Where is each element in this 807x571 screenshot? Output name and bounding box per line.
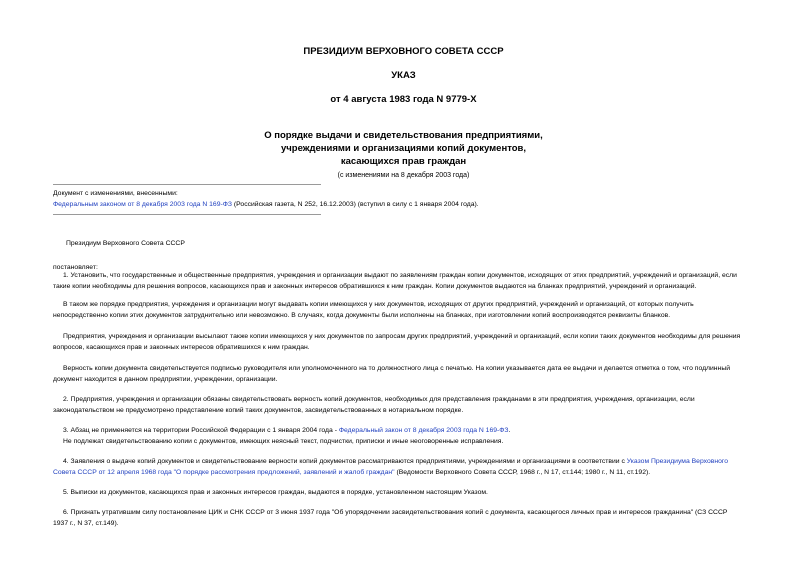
decree-link-part-1[interactable]: Указом Президиума Верховного bbox=[626, 458, 729, 465]
resolves-text: постановляет: bbox=[53, 264, 98, 271]
paragraph-6-text: 3. Абзац не применяется на территории Российской Федерации с 1 января 2004 года - bbox=[63, 427, 339, 434]
amendments-bottom-rule bbox=[53, 214, 321, 215]
paragraph-4 bbox=[53, 363, 769, 385]
paragraph-2 bbox=[53, 299, 769, 321]
paragraph-6-line-2: Не подлежат свидетельствованию копии с документов, имеющих неясный текст, подчистки, приписки и иные неоговоренные исправления. bbox=[63, 438, 504, 445]
paragraph-7-line-2 bbox=[53, 467, 769, 478]
document-title bbox=[180, 129, 627, 168]
paragraph-3-line-2: вопросов, касающихся прав и законных интересов обратившихся к ним граждан. bbox=[53, 344, 310, 351]
paragraph-8 bbox=[53, 487, 769, 498]
paragraph-5-line-2: законодательством не предусмотрено представление копий таких документов, засвидетельствованных в нотариальном порядке. bbox=[53, 407, 464, 414]
amendment-note: (с изменениями на 8 декабря 2003 года) bbox=[337, 172, 470, 179]
paragraph-2-line-1: В таком же порядке предприятия, учреждения и организации могут выдавать копии имеющихся у них документов, исходящих от других предприятий, учреждений и организаций, от которых получить bbox=[63, 301, 694, 308]
paragraph-1 bbox=[53, 270, 769, 292]
paragraph-9-line-1: 6. Признать утратившим силу постановление ЦИК и СНК СССР от 3 июня 1937 года "Об упорядочении засвидетельствования копий с документа, касающегося личных прав и интересов гражданина" (СЗ СССР bbox=[63, 509, 728, 516]
paragraph-4-line-2: документ находится в данном предприятии, учреждении, организации. bbox=[53, 376, 278, 383]
title-line-1: О порядке выдачи и свидетельствования предприятиями, bbox=[264, 130, 543, 141]
issuer-text: Президиум Верховного Совета СССР bbox=[66, 240, 185, 247]
paragraph-6 bbox=[53, 425, 769, 447]
paragraph-7-tail: (Ведомости Верховного Совета СССР, 1968 г., N 17, ст.144; 1980 г., N 11, ст.192). bbox=[394, 469, 651, 476]
paragraph-1-line-2: такие копии необходимы для решения вопросов, касающихся прав и законных интересов обратившихся к ним граждан. Копии документов выдаются на бланках предприятий, учреждений и организаций. bbox=[53, 283, 697, 290]
decree-link-part-2[interactable]: Совета СССР от 12 апреля 1968 года "О порядке рассмотрения предложений, заявлений и жалоб граждан" bbox=[53, 469, 395, 476]
paragraph-3 bbox=[53, 331, 769, 353]
amendment-law-tail: (Российская газета, N 252, 16.12.2003) (вступил в силу с 1 января 2004 года). bbox=[232, 201, 479, 208]
title-line-3: касающихся прав граждан bbox=[340, 156, 467, 167]
amendments-entry bbox=[53, 200, 479, 210]
paragraph-5-line-1: 2. Предприятия, учреждения и организации обязаны свидетельствовать верность копий документов, необходимых для представления гражданами в эти предприятия, учреждения, организации, если bbox=[63, 396, 695, 403]
federal-law-link[interactable]: Федеральный закон от 8 декабря 2003 года N 169-ФЗ bbox=[338, 427, 509, 434]
paragraph-7-line-1 bbox=[53, 456, 769, 467]
paragraph-8-line-1: 5. Выписки из документов, касающихся прав и законных интересов граждан, выдаются в порядке, установленном настоящим Указом. bbox=[63, 489, 488, 496]
paragraph-9-line-2: 1937 г., N 37, ст.149). bbox=[53, 520, 119, 527]
title-line-2: учреждениями и организациями копий документов, bbox=[280, 143, 527, 154]
amendment-law-link[interactable]: Федеральным законом от 8 декабря 2003 года N 169-ФЗ bbox=[53, 201, 233, 208]
doc-type-heading: УКАЗ bbox=[391, 70, 416, 81]
paragraph-2-line-2: непосредственно копии этих документов затруднительно или невозможно. В случаях, когда документы были исполнены на бланках, при изготовлении копий воспроизводятся реквизиты бланков. bbox=[53, 312, 671, 319]
paragraph-4-line-1: Верность копии документа свидетельствуется подписью руководителя или уполномоченного на то должностного лица с печатью. На копии указывается дата ее выдачи и делается отметка о том, что подлинный bbox=[63, 365, 730, 372]
amendments-heading: Документ с изменениями, внесенными: bbox=[53, 190, 178, 197]
amendments-top-rule bbox=[53, 184, 321, 185]
paragraph-6-line-1 bbox=[53, 425, 769, 436]
paragraph-6-period: . bbox=[508, 427, 511, 434]
paragraph-5 bbox=[53, 394, 769, 416]
paragraph-7-text: 4. Заявления о выдаче копий документов и свидетельствование верности копий документов рассматриваются предприятиями, учреждениями и организациями в соответствии с bbox=[63, 458, 627, 465]
paragraph-9 bbox=[53, 507, 793, 529]
presidium-heading: ПРЕЗИДИУМ ВЕРХОВНОГО СОВЕТА СССР bbox=[303, 46, 504, 57]
date-number-heading: от 4 августа 1983 года N 9779-X bbox=[330, 94, 477, 105]
paragraph-7 bbox=[53, 456, 769, 478]
paragraph-3-line-1: Предприятия, учреждения и организации высылают также копии имеющихся у них документов по запросам других предприятий, учреждений и организаций, если копии таких документов необходимы для решения bbox=[63, 333, 741, 340]
paragraph-1-line-1: 1. Установить, что государственные и общественные предприятия, учреждения и организации выдают по заявлениям граждан копии документов, исходящих от этих предприятий, учреждений и организаций, если bbox=[63, 272, 737, 279]
